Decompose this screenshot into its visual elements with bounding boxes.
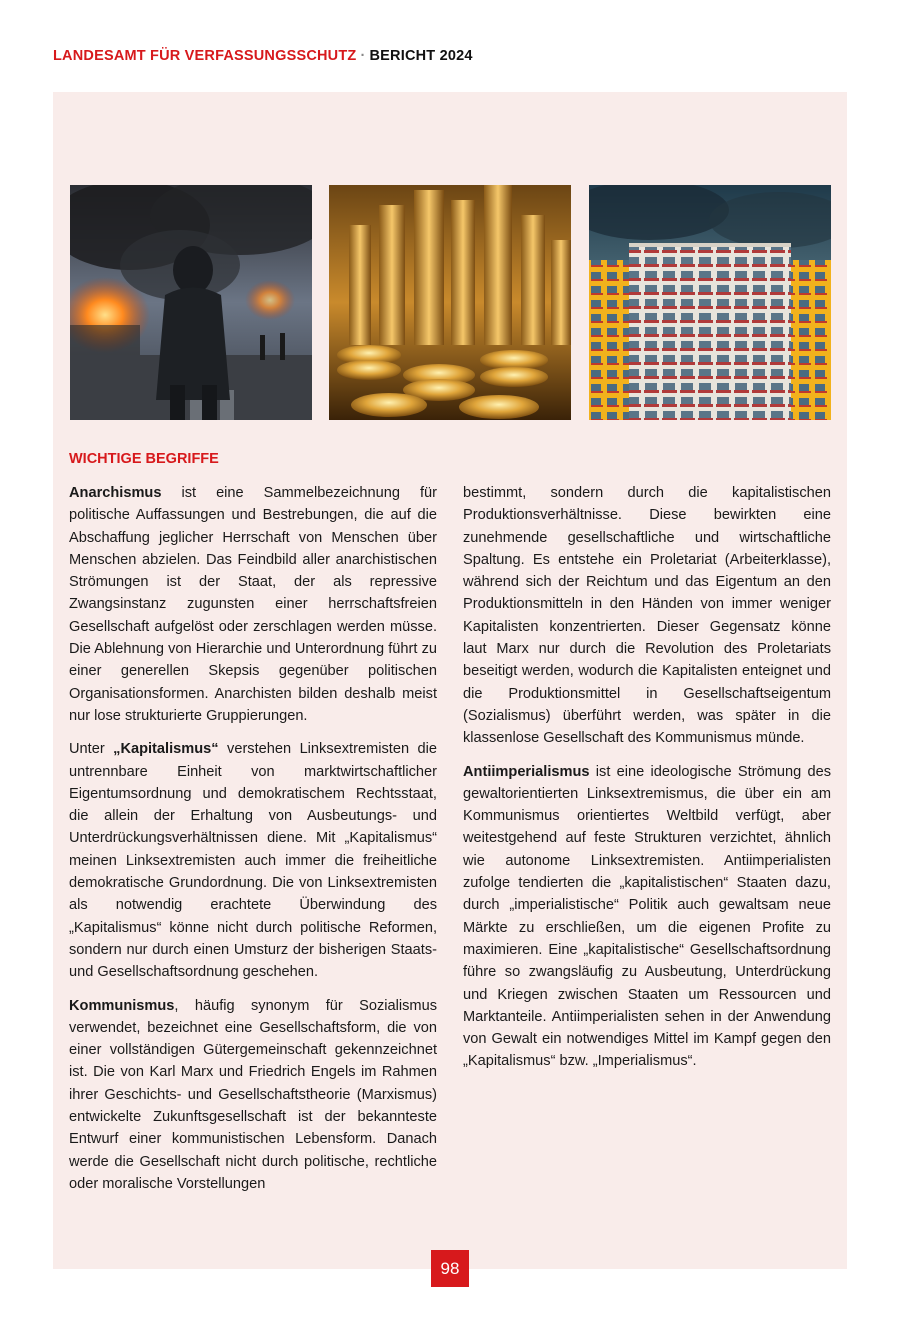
right-column bbox=[463, 482, 831, 1084]
left-column bbox=[69, 482, 437, 1206]
term-antiimperialismus: Antiimperialismus bbox=[463, 763, 590, 780]
anarchismus-paragraph bbox=[69, 482, 437, 727]
kommunismus-continued-text: bestimmt, sondern durch die kapitalistischen Produktionsverhältnisse. Diese bewirkten eine zunehmende gesellschaftliche und wirtschaftliche Spaltung. Es entstehe ein Proletariat (Arbeiterklasse), während sich der Reichtum und das Eigentum an den Produktionsmitteln in den Händen von immer weniger Kapitalisten konzentrierten. Dieser Gegensatz könne laut Marx nur durch die Revolution des Proletariats beseitigt werden, wodurch die Kapitalisten enteignet und die Produktionsmittel in Gesellschaftseigentum (Sozialismus) überführt werden, was später in die klassenlose Gesellschaft des Kommunismus münde. bbox=[463, 485, 831, 747]
kapitalismus-paragraph bbox=[69, 738, 437, 983]
header-report: BERICHT 2024 bbox=[369, 48, 473, 64]
page-number: 98 bbox=[431, 1250, 469, 1287]
apartment-block-photo bbox=[589, 185, 831, 420]
header-org: LANDESAMT FÜR VERFASSUNGSSCHUTZ bbox=[53, 48, 357, 64]
kapitalismus-pre: Unter bbox=[69, 741, 114, 758]
antiimperialismus-paragraph bbox=[463, 761, 831, 1073]
antiimperialismus-text: ist eine ideologische Strömung des gewaltorientierten Linksextremismus, die über ein am Kommunismus orientiertes Weltbild verfügt, aber weitestgehend auf feste Strukturen verzichtet, ähnlich wie autonome Linksextremisten. Antiimperialisten zufolge tendierten die „kapitalistischen“ Staaten dazu, durch „imperialistische“ Politik auch gewaltsam neue Märkte zu erschließen, um die eigenen Profite zu maximieren. Eine „kapitalistische“ Gesellschaftsordnung führe so zwangsläufig zu Ausbeutung, Unterdrückung und Kriegen zwischen Staaten um Ressourcen und Marktanteile. Antiimperialisten sehen in der Anwendung von Gewalt ein notwendiges Mittel im Kampf gegen den „Kapitalismus“ bzw. „Imperialismus“. bbox=[463, 763, 831, 1070]
gold-city-photo bbox=[329, 185, 571, 420]
anarchismus-text: ist eine Sammelbezeichnung für politische Auffassungen und Bestrebungen, die auf die Abschaffung jeglicher Herrschaft von Menschen über Menschen abzielen. Das Feindbild aller anarchistischen Strömungen ist der Staat, der als repressive Zwangsinstanz zugunsten einer herrschaftsfreien Gesellschaft aufgelöst oder zerschlagen werden müsse. Die Ablehnung von Hierarchie und Unterordnung führt zu einer generellen Skepsis gegenüber politischen Organisationsformen. Anarchisten bilden deshalb meist nur lose strukturierte Gruppierungen. bbox=[69, 485, 437, 724]
running-header bbox=[53, 48, 473, 64]
kommunismus-text: , häufig synonym für Sozialismus verwendet, bezeichnet eine Gesellschaftsform, die von einer vollständigen Gütergemeinschaft gekennzeichnet ist. Die von Karl Marx und Friedrich Engels im Rahmen ihrer Geschichts- und Gesellschaftstheorie (Marxismus) entwickelte Zukunftsgesellschaft ist der bekannteste Entwurf einer kommunistischen Lebensform. Danach werde die Gesellschaft nicht durch politische, rechtliche oder moralische Vorstellungen bbox=[69, 997, 437, 1192]
section-title: WICHTIGE BEGRIFFE bbox=[69, 451, 219, 467]
kommunismus-continued-paragraph bbox=[463, 482, 831, 750]
kapitalismus-text: verstehen Linksextremisten die untrennbare Einheit von marktwirtschaftlicher Eigentumsordnung und demokratischem Rechtsstaat, die allein der Erhaltung von Ausbeutungs- und Unterdrückungsverhältnissen diene. Mit „Kapitalismus“ meinen Linksextremisten auch immer die freiheitliche demokratische Grundordnung. Die von Linksextremisten als notwendig erachtete Überwindung des „Kapitalismus“ könne nicht durch politische Reformen, sondern nur durch einen Umsturz der bisherigen Staats- und Gesellschaftsordnung geschehen. bbox=[69, 741, 437, 981]
header-separator: · bbox=[360, 48, 366, 64]
term-kommunismus: Kommunismus bbox=[69, 997, 175, 1014]
riot-photo bbox=[70, 185, 312, 420]
term-anarchismus: Anarchismus bbox=[69, 485, 162, 501]
term-kapitalismus: „Kapitalismus“ bbox=[113, 741, 219, 758]
kommunismus-paragraph bbox=[69, 995, 437, 1196]
